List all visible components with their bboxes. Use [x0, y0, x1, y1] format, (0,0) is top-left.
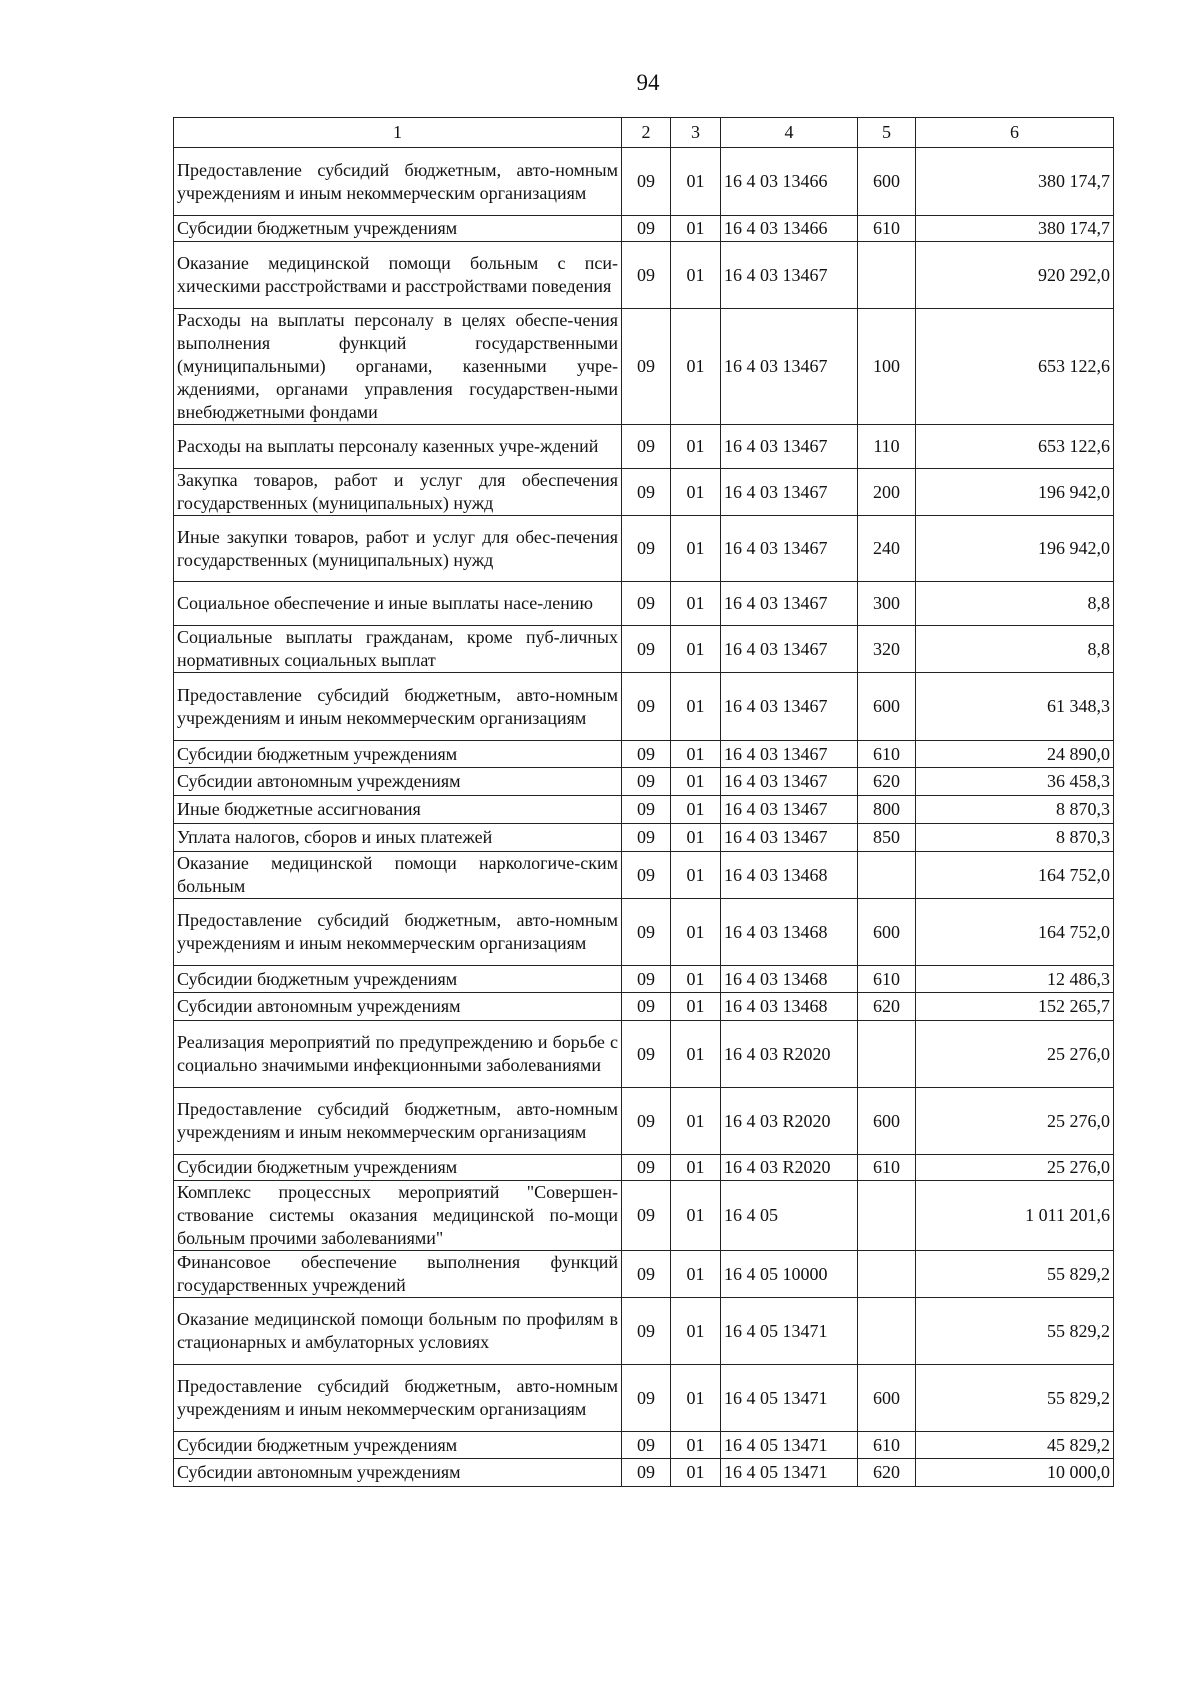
row-name: Предоставление субсидий бюджетным, авто-номным учреждениям и иным некоммерческим организациям — [174, 1365, 622, 1432]
table-row — [174, 1088, 1114, 1155]
table-row — [174, 216, 1114, 242]
row-amount: 55 829,2 — [916, 1365, 1114, 1432]
row-expense-type: 610 — [858, 1432, 916, 1459]
row-target-code: 16 4 03 R2020 — [721, 1021, 858, 1088]
table-row — [174, 966, 1114, 993]
row-section-code: 09 — [622, 309, 671, 425]
row-target-code: 16 4 05 10000 — [721, 1251, 858, 1298]
table-row — [174, 673, 1114, 741]
table-row — [174, 582, 1114, 626]
row-subsection-code: 01 — [671, 1088, 721, 1155]
row-subsection-code: 01 — [671, 582, 721, 626]
row-section-code: 09 — [622, 673, 671, 741]
row-subsection-code: 01 — [671, 148, 721, 216]
table-row — [174, 1251, 1114, 1298]
row-expense-type: 600 — [858, 1365, 916, 1432]
row-expense-type: 240 — [858, 516, 916, 582]
row-subsection-code: 01 — [671, 242, 721, 309]
row-name: Оказание медицинской помощи больным по профилям в стационарных и амбулаторных условиях — [174, 1298, 622, 1365]
row-section-code: 09 — [622, 899, 671, 966]
row-amount: 24 890,0 — [916, 741, 1114, 768]
row-section-code: 09 — [622, 824, 671, 852]
row-target-code: 16 4 03 13467 — [721, 626, 858, 673]
table-row — [174, 741, 1114, 768]
row-target-code: 16 4 03 13466 — [721, 148, 858, 216]
row-target-code: 16 4 03 13468 — [721, 966, 858, 993]
row-target-code: 16 4 03 13466 — [721, 216, 858, 242]
row-subsection-code: 01 — [671, 768, 721, 796]
row-expense-type: 610 — [858, 966, 916, 993]
row-section-code: 09 — [622, 1021, 671, 1088]
row-section-code: 09 — [622, 582, 671, 626]
table-row — [174, 242, 1114, 309]
row-name: Субсидии автономным учреждениям — [174, 1459, 622, 1487]
column-header: 4 — [721, 118, 858, 148]
row-subsection-code: 01 — [671, 1459, 721, 1487]
row-name: Оказание медицинской помощи больным с пси-хическими расстройствами и расстройствами поведения — [174, 242, 622, 309]
row-subsection-code: 01 — [671, 741, 721, 768]
row-subsection-code: 01 — [671, 1181, 721, 1251]
row-subsection-code: 01 — [671, 993, 721, 1021]
row-section-code: 09 — [622, 425, 671, 469]
row-amount: 8 870,3 — [916, 796, 1114, 824]
table-row — [174, 1021, 1114, 1088]
row-expense-type: 850 — [858, 824, 916, 852]
row-target-code: 16 4 03 13467 — [721, 242, 858, 309]
budget-table — [173, 117, 1114, 1487]
row-amount: 55 829,2 — [916, 1251, 1114, 1298]
row-amount: 25 276,0 — [916, 1155, 1114, 1181]
table-row — [174, 626, 1114, 673]
row-target-code: 16 4 05 13471 — [721, 1365, 858, 1432]
row-section-code: 09 — [622, 1298, 671, 1365]
row-section-code: 09 — [622, 768, 671, 796]
row-target-code: 16 4 03 13467 — [721, 741, 858, 768]
row-subsection-code: 01 — [671, 796, 721, 824]
row-name: Закупка товаров, работ и услуг для обеспечения государственных (муниципальных) нужд — [174, 469, 622, 516]
row-subsection-code: 01 — [671, 309, 721, 425]
row-name: Субсидии бюджетным учреждениям — [174, 1432, 622, 1459]
row-name: Иные бюджетные ассигнования — [174, 796, 622, 824]
row-section-code: 09 — [622, 469, 671, 516]
table-row — [174, 1298, 1114, 1365]
row-expense-type — [858, 1298, 916, 1365]
row-amount: 8,8 — [916, 582, 1114, 626]
row-amount: 8 870,3 — [916, 824, 1114, 852]
table-row — [174, 899, 1114, 966]
row-expense-type: 200 — [858, 469, 916, 516]
row-amount: 8,8 — [916, 626, 1114, 673]
row-target-code: 16 4 05 13471 — [721, 1459, 858, 1487]
row-subsection-code: 01 — [671, 899, 721, 966]
row-expense-type — [858, 1021, 916, 1088]
row-target-code: 16 4 03 13468 — [721, 899, 858, 966]
row-subsection-code: 01 — [671, 1021, 721, 1088]
row-target-code: 16 4 05 13471 — [721, 1432, 858, 1459]
row-target-code: 16 4 03 13468 — [721, 852, 858, 899]
row-expense-type: 620 — [858, 768, 916, 796]
table-row — [174, 796, 1114, 824]
row-amount: 55 829,2 — [916, 1298, 1114, 1365]
column-header: 2 — [622, 118, 671, 148]
row-name: Социальные выплаты гражданам, кроме пуб-личных нормативных социальных выплат — [174, 626, 622, 673]
row-name: Комплекс процессных мероприятий "Совершен-ствование системы оказания медицинской по-мощи больным прочими заболеваниями" — [174, 1181, 622, 1251]
row-target-code: 16 4 03 13467 — [721, 425, 858, 469]
table-row — [174, 1155, 1114, 1181]
row-name: Уплата налогов, сборов и иных платежей — [174, 824, 622, 852]
column-header: 6 — [916, 118, 1114, 148]
column-header: 5 — [858, 118, 916, 148]
row-target-code: 16 4 03 13467 — [721, 469, 858, 516]
row-amount: 25 276,0 — [916, 1021, 1114, 1088]
row-target-code: 16 4 03 13467 — [721, 673, 858, 741]
row-amount: 10 000,0 — [916, 1459, 1114, 1487]
row-expense-type: 800 — [858, 796, 916, 824]
table-row — [174, 1365, 1114, 1432]
row-expense-type — [858, 1181, 916, 1251]
row-amount: 196 942,0 — [916, 469, 1114, 516]
row-section-code: 09 — [622, 242, 671, 309]
row-subsection-code: 01 — [671, 626, 721, 673]
row-subsection-code: 01 — [671, 1298, 721, 1365]
row-section-code: 09 — [622, 1251, 671, 1298]
row-target-code: 16 4 03 13467 — [721, 582, 858, 626]
row-amount: 1 011 201,6 — [916, 1181, 1114, 1251]
row-section-code: 09 — [622, 741, 671, 768]
row-subsection-code: 01 — [671, 673, 721, 741]
row-expense-type: 320 — [858, 626, 916, 673]
table-row — [174, 425, 1114, 469]
table-row — [174, 516, 1114, 582]
row-expense-type: 610 — [858, 1155, 916, 1181]
row-section-code: 09 — [622, 1432, 671, 1459]
header-row — [174, 118, 1114, 148]
row-name: Иные закупки товаров, работ и услуг для обес-печения государственных (муниципальных) нужд — [174, 516, 622, 582]
table-row — [174, 824, 1114, 852]
row-section-code: 09 — [622, 148, 671, 216]
row-section-code: 09 — [622, 993, 671, 1021]
row-subsection-code: 01 — [671, 216, 721, 242]
row-subsection-code: 01 — [671, 469, 721, 516]
row-amount: 653 122,6 — [916, 425, 1114, 469]
row-target-code: 16 4 05 — [721, 1181, 858, 1251]
table-row — [174, 469, 1114, 516]
row-expense-type: 300 — [858, 582, 916, 626]
row-name: Предоставление субсидий бюджетным, авто-номным учреждениям и иным некоммерческим организациям — [174, 1088, 622, 1155]
table-row — [174, 852, 1114, 899]
row-section-code: 09 — [622, 626, 671, 673]
row-expense-type — [858, 852, 916, 899]
row-expense-type: 620 — [858, 1459, 916, 1487]
row-expense-type: 600 — [858, 673, 916, 741]
page-number: 94 — [636, 70, 660, 95]
row-name: Субсидии автономным учреждениям — [174, 768, 622, 796]
column-header: 3 — [671, 118, 721, 148]
row-amount: 152 265,7 — [916, 993, 1114, 1021]
table-row — [174, 148, 1114, 216]
row-section-code: 09 — [622, 216, 671, 242]
row-section-code: 09 — [622, 852, 671, 899]
row-section-code: 09 — [622, 1365, 671, 1432]
row-subsection-code: 01 — [671, 1155, 721, 1181]
row-name: Предоставление субсидий бюджетным, авто-номным учреждениям и иным некоммерческим организациям — [174, 899, 622, 966]
row-name: Предоставление субсидий бюджетным, авто-номным учреждениям и иным некоммерческим организациям — [174, 673, 622, 741]
row-expense-type: 610 — [858, 216, 916, 242]
row-target-code: 16 4 03 13467 — [721, 796, 858, 824]
row-name: Субсидии бюджетным учреждениям — [174, 216, 622, 242]
row-amount: 164 752,0 — [916, 899, 1114, 966]
row-expense-type — [858, 1251, 916, 1298]
row-amount: 61 348,3 — [916, 673, 1114, 741]
row-name: Субсидии бюджетным учреждениям — [174, 741, 622, 768]
row-name: Реализация мероприятий по предупреждению и борьбе с социально значимыми инфекционными заболеваниями — [174, 1021, 622, 1088]
row-amount: 380 174,7 — [916, 148, 1114, 216]
row-section-code: 09 — [622, 516, 671, 582]
row-section-code: 09 — [622, 1088, 671, 1155]
row-target-code: 16 4 03 13467 — [721, 768, 858, 796]
row-target-code: 16 4 03 13467 — [721, 824, 858, 852]
row-amount: 920 292,0 — [916, 242, 1114, 309]
row-amount: 196 942,0 — [916, 516, 1114, 582]
row-name: Оказание медицинской помощи наркологиче-ским больным — [174, 852, 622, 899]
row-section-code: 09 — [622, 796, 671, 824]
row-amount: 36 458,3 — [916, 768, 1114, 796]
row-amount: 380 174,7 — [916, 216, 1114, 242]
row-name: Социальное обеспечение и иные выплаты насе-лению — [174, 582, 622, 626]
row-name: Финансовое обеспечение выполнения функций государственных учреждений — [174, 1251, 622, 1298]
row-subsection-code: 01 — [671, 516, 721, 582]
row-name: Субсидии автономным учреждениям — [174, 993, 622, 1021]
row-target-code: 16 4 03 13467 — [721, 516, 858, 582]
column-header: 1 — [174, 118, 622, 148]
row-amount: 164 752,0 — [916, 852, 1114, 899]
row-subsection-code: 01 — [671, 824, 721, 852]
row-name: Расходы на выплаты персоналу в целях обеспе-чения выполнения функций государственными (муниципальными) органами, казенными учре-ждениями, органами управления государствен-ными внебюджетными фондами — [174, 309, 622, 425]
row-amount: 653 122,6 — [916, 309, 1114, 425]
table-row — [174, 309, 1114, 425]
table-row — [174, 1432, 1114, 1459]
row-expense-type: 620 — [858, 993, 916, 1021]
row-name: Расходы на выплаты персоналу казенных учре-ждений — [174, 425, 622, 469]
table-row — [174, 993, 1114, 1021]
row-target-code: 16 4 03 13468 — [721, 993, 858, 1021]
row-target-code: 16 4 03 R2020 — [721, 1088, 858, 1155]
row-section-code: 09 — [622, 966, 671, 993]
row-subsection-code: 01 — [671, 1251, 721, 1298]
row-subsection-code: 01 — [671, 852, 721, 899]
row-subsection-code: 01 — [671, 1365, 721, 1432]
row-expense-type: 100 — [858, 309, 916, 425]
row-section-code: 09 — [622, 1181, 671, 1251]
row-amount: 45 829,2 — [916, 1432, 1114, 1459]
table-row — [174, 1181, 1114, 1251]
row-expense-type: 600 — [858, 899, 916, 966]
row-target-code: 16 4 05 13471 — [721, 1298, 858, 1365]
row-section-code: 09 — [622, 1459, 671, 1487]
row-target-code: 16 4 03 13467 — [721, 309, 858, 425]
row-expense-type — [858, 242, 916, 309]
row-amount: 12 486,3 — [916, 966, 1114, 993]
row-subsection-code: 01 — [671, 966, 721, 993]
row-expense-type: 610 — [858, 741, 916, 768]
row-name: Предоставление субсидий бюджетным, авто-номным учреждениям и иным некоммерческим организациям — [174, 148, 622, 216]
row-expense-type: 600 — [858, 1088, 916, 1155]
table-row — [174, 768, 1114, 796]
table-row — [174, 1459, 1114, 1487]
row-section-code: 09 — [622, 1155, 671, 1181]
row-subsection-code: 01 — [671, 425, 721, 469]
row-amount: 25 276,0 — [916, 1088, 1114, 1155]
row-name: Субсидии бюджетным учреждениям — [174, 966, 622, 993]
row-expense-type: 110 — [858, 425, 916, 469]
row-target-code: 16 4 03 R2020 — [721, 1155, 858, 1181]
row-subsection-code: 01 — [671, 1432, 721, 1459]
row-name: Субсидии бюджетным учреждениям — [174, 1155, 622, 1181]
row-expense-type: 600 — [858, 148, 916, 216]
